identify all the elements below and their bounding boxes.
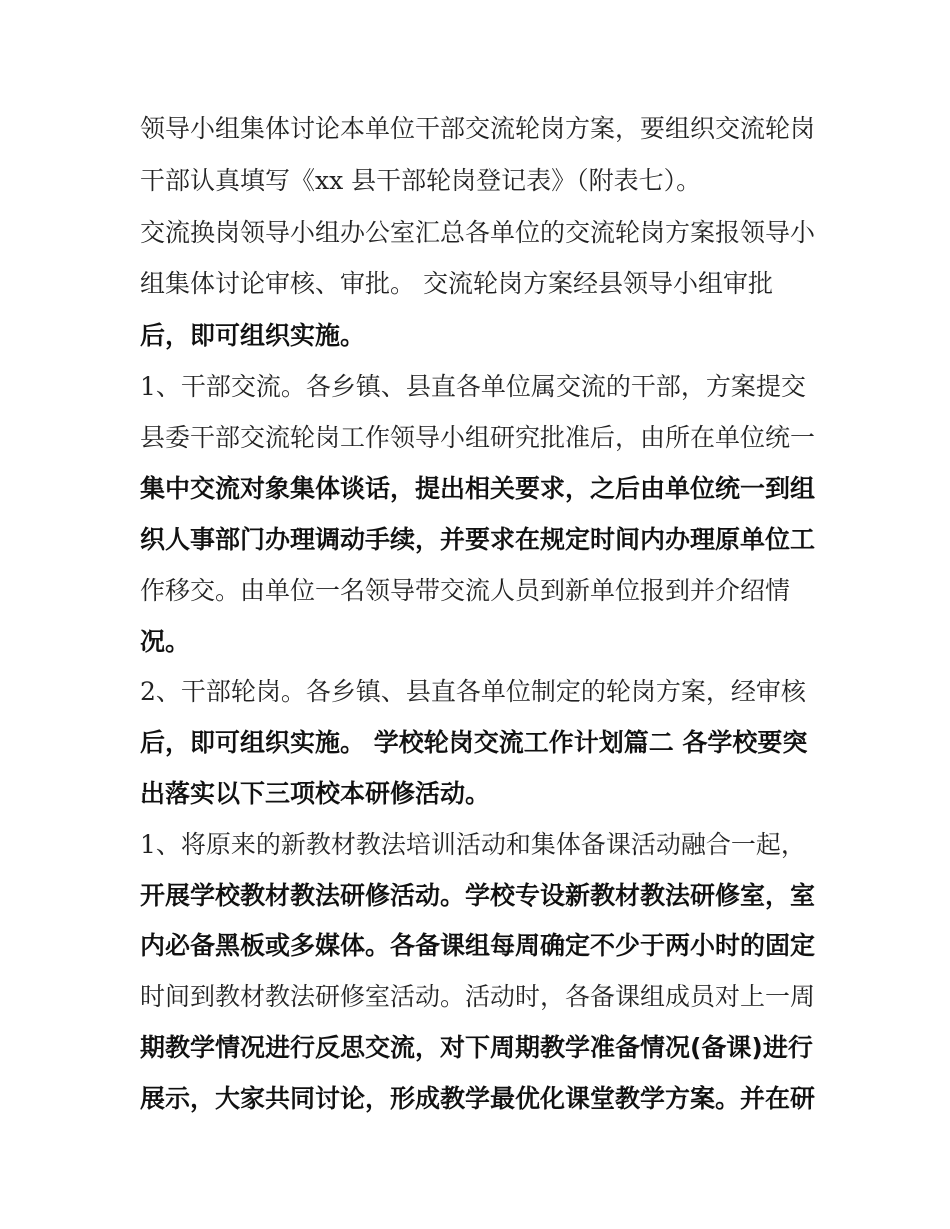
paragraph-line: 后，即可组织实施。: [140, 321, 366, 350]
paragraph-line: 作移交。由单位一名领导带交流人员到新单位报到并介绍情: [140, 576, 791, 605]
paragraph-line: 时间到教材教法研修室活动。活动时，各备课组成员对上一周: [140, 982, 816, 1011]
paragraph-line: 2、干部轮岗。各乡镇、县直各单位制定的轮岗方案，经审核: [140, 677, 806, 706]
paragraph-line: 出落实以下三项校本研修活动。: [140, 779, 491, 808]
paragraph-line: 领导小组集体讨论本单位干部交流轮岗方案，要组织交流轮岗: [140, 114, 816, 143]
paragraph-line: 县委干部交流轮岗工作领导小组研究批准后，由所在单位统一: [140, 423, 816, 452]
paragraph-line: 期教学情况进行反思交流，对下周期教学准备情况(备课)进行: [140, 1033, 813, 1062]
paragraph-line: 组集体讨论审核、审批。 交流轮岗方案经县领导小组审批: [140, 269, 773, 298]
paragraph-line: 况。: [140, 627, 191, 656]
paragraph-line: 1、将原来的新教材教法培训活动和集体备课活动融合一起，: [140, 830, 806, 859]
paragraph-line: 展示，大家共同讨论，形成教学最优化课堂教学方案。并在研: [140, 1084, 816, 1113]
paragraph-line: 1、干部交流。各乡镇、县直各单位属交流的干部，方案提交: [140, 372, 806, 401]
paragraph-line: 后，即可组织实施。 学校轮岗交流工作计划篇二 各学校要突: [140, 728, 808, 757]
paragraph-line: 织人事部门办理调动手续，并要求在规定时间内办理原单位工: [140, 525, 816, 554]
paragraph-line: 集中交流对象集体谈话，提出相关要求，之后由单位统一到组: [140, 474, 816, 503]
paragraph-line: 干部认真填写《xx 县干部轮岗登记表》（附表七）。: [140, 166, 702, 195]
paragraph-line: 内必备黑板或多媒体。各备课组每周确定不少于两小时的固定: [140, 931, 816, 960]
paragraph-line: 交流换岗领导小组办公室汇总各单位的交流轮岗方案报领导小: [140, 218, 816, 247]
paragraph-line: 开展学校教材教法研修活动。学校专设新教材教法研修室，室: [140, 881, 816, 910]
